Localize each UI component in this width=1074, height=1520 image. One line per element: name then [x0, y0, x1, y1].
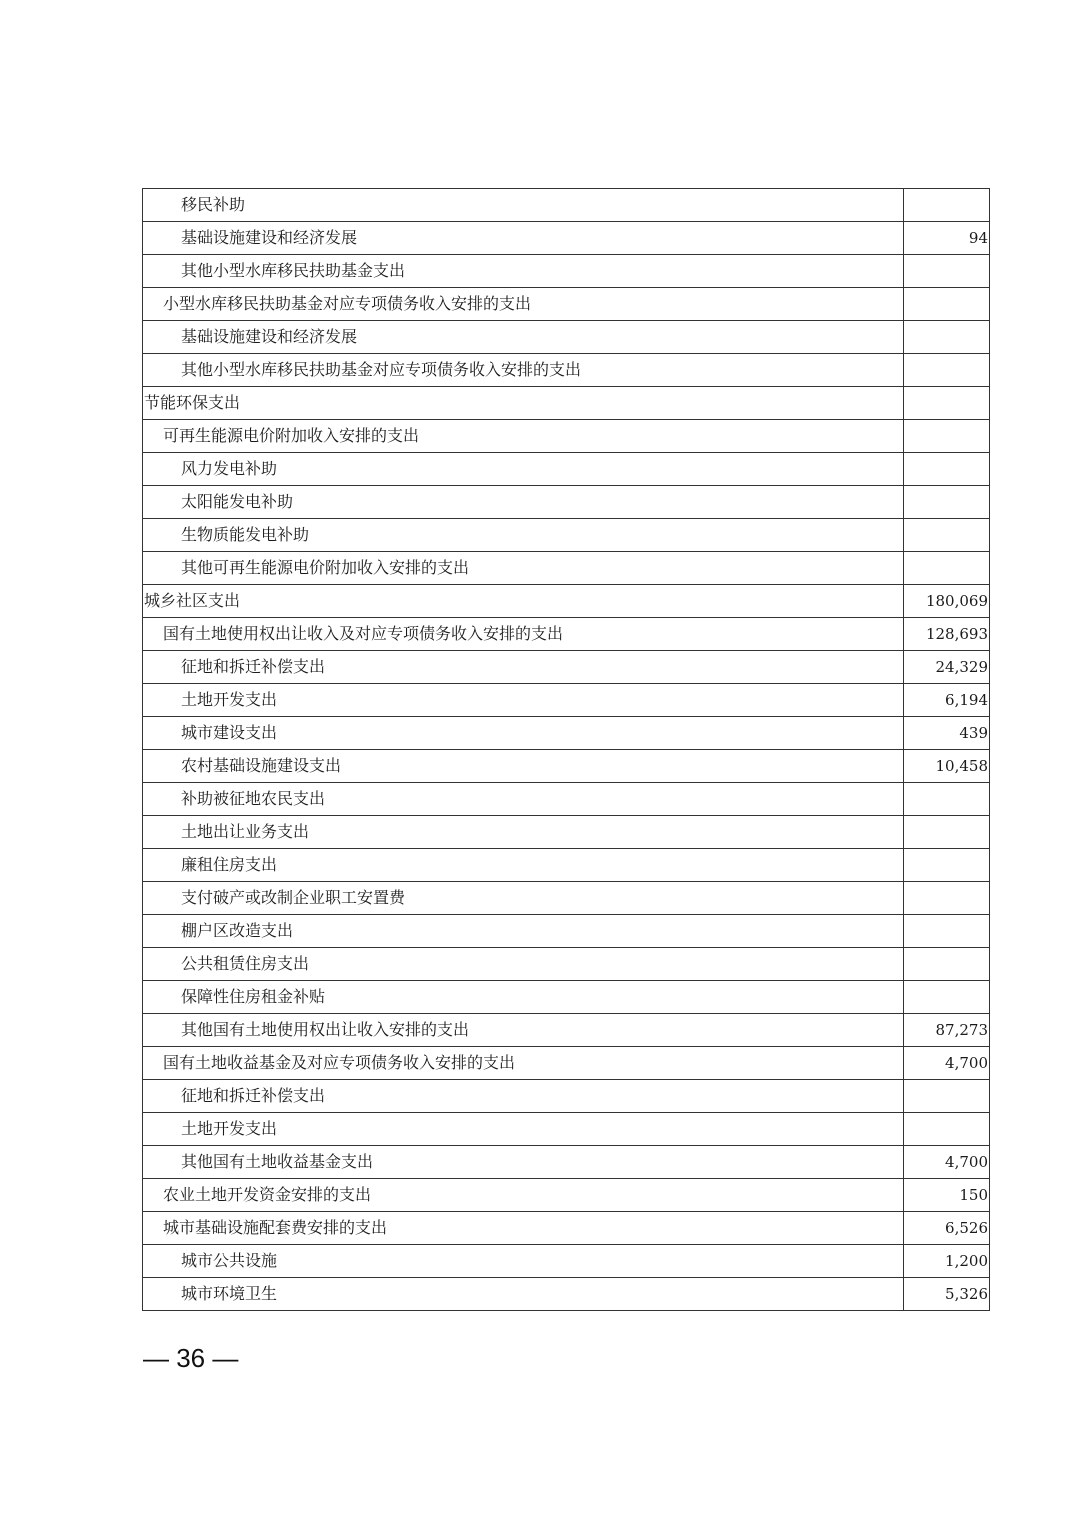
row-item-name: 移民补助	[143, 189, 904, 222]
row-item-name: 城市公共设施	[143, 1245, 904, 1278]
table-row	[143, 1014, 990, 1047]
row-item-amount: 4,700	[904, 1047, 990, 1080]
row-item-amount	[904, 288, 990, 321]
row-item-name: 基础设施建设和经济发展	[143, 222, 904, 255]
table-row	[143, 585, 990, 618]
table-row	[143, 1278, 990, 1311]
table-row	[143, 1080, 990, 1113]
table-row	[143, 915, 990, 948]
row-item-amount: 24,329	[904, 651, 990, 684]
row-item-amount	[904, 387, 990, 420]
table-row	[143, 420, 990, 453]
row-item-name: 城市环境卫生	[143, 1278, 904, 1311]
row-item-amount: 6,194	[904, 684, 990, 717]
row-item-amount	[904, 255, 990, 288]
row-item-amount	[904, 981, 990, 1014]
table-row	[143, 1212, 990, 1245]
row-item-name: 棚户区改造支出	[143, 915, 904, 948]
row-item-name: 可再生能源电价附加收入安排的支出	[143, 420, 904, 453]
row-item-name: 太阳能发电补助	[143, 486, 904, 519]
row-item-amount: 439	[904, 717, 990, 750]
row-item-amount	[904, 486, 990, 519]
row-item-name: 公共租赁住房支出	[143, 948, 904, 981]
row-item-name: 土地开发支出	[143, 684, 904, 717]
table-row	[143, 255, 990, 288]
row-item-name: 基础设施建设和经济发展	[143, 321, 904, 354]
row-item-amount	[904, 948, 990, 981]
table-row	[143, 288, 990, 321]
table-row	[143, 750, 990, 783]
row-item-amount: 6,526	[904, 1212, 990, 1245]
page-number: — 36 —	[143, 1343, 239, 1373]
row-item-name: 国有土地收益基金及对应专项债务收入安排的支出	[143, 1047, 904, 1080]
row-item-amount: 4,700	[904, 1146, 990, 1179]
table-row	[143, 519, 990, 552]
row-item-name: 其他小型水库移民扶助基金对应专项债务收入安排的支出	[143, 354, 904, 387]
table-row	[143, 684, 990, 717]
row-item-amount: 128,693	[904, 618, 990, 651]
row-item-name: 城市建设支出	[143, 717, 904, 750]
row-item-amount	[904, 882, 990, 915]
row-item-name: 城市基础设施配套费安排的支出	[143, 1212, 904, 1245]
table-row	[143, 1113, 990, 1146]
row-item-name: 风力发电补助	[143, 453, 904, 486]
table-row	[143, 849, 990, 882]
row-item-name: 支付破产或改制企业职工安置费	[143, 882, 904, 915]
row-item-amount	[904, 1080, 990, 1113]
row-item-name: 国有土地使用权出让收入及对应专项债务收入安排的支出	[143, 618, 904, 651]
row-item-amount	[904, 552, 990, 585]
budget-expenditure-table	[142, 188, 990, 1311]
row-item-amount	[904, 783, 990, 816]
table-row	[143, 717, 990, 750]
row-item-amount: 150	[904, 1179, 990, 1212]
row-item-name: 补助被征地农民支出	[143, 783, 904, 816]
row-item-amount: 94	[904, 222, 990, 255]
table-row	[143, 1047, 990, 1080]
table-row	[143, 1179, 990, 1212]
row-item-amount: 1,200	[904, 1245, 990, 1278]
row-item-amount	[904, 354, 990, 387]
table-row	[143, 783, 990, 816]
row-item-amount	[904, 453, 990, 486]
row-item-amount	[904, 1113, 990, 1146]
row-item-name: 廉租住房支出	[143, 849, 904, 882]
row-item-name: 其他小型水库移民扶助基金支出	[143, 255, 904, 288]
table-row	[143, 1245, 990, 1278]
row-item-name: 保障性住房租金补贴	[143, 981, 904, 1014]
table-row	[143, 552, 990, 585]
row-item-name: 生物质能发电补助	[143, 519, 904, 552]
row-item-name: 小型水库移民扶助基金对应专项债务收入安排的支出	[143, 288, 904, 321]
table-row	[143, 387, 990, 420]
table-row	[143, 321, 990, 354]
table-row	[143, 486, 990, 519]
row-item-amount	[904, 915, 990, 948]
row-item-name: 农业土地开发资金安排的支出	[143, 1179, 904, 1212]
row-item-name: 土地开发支出	[143, 1113, 904, 1146]
table-row	[143, 453, 990, 486]
table-row	[143, 1146, 990, 1179]
row-item-name: 节能环保支出	[143, 387, 904, 420]
row-item-name: 征地和拆迁补偿支出	[143, 651, 904, 684]
table-body	[143, 189, 990, 1311]
row-item-amount	[904, 189, 990, 222]
row-item-name: 其他国有土地使用权出让收入安排的支出	[143, 1014, 904, 1047]
row-item-name: 土地出让业务支出	[143, 816, 904, 849]
table-row	[143, 948, 990, 981]
row-item-amount	[904, 519, 990, 552]
row-item-amount: 10,458	[904, 750, 990, 783]
row-item-name: 城乡社区支出	[143, 585, 904, 618]
table-row	[143, 981, 990, 1014]
table-row	[143, 189, 990, 222]
row-item-amount: 180,069	[904, 585, 990, 618]
table-row	[143, 222, 990, 255]
table-row	[143, 618, 990, 651]
row-item-name: 农村基础设施建设支出	[143, 750, 904, 783]
table-row	[143, 354, 990, 387]
row-item-name: 其他可再生能源电价附加收入安排的支出	[143, 552, 904, 585]
table-row	[143, 816, 990, 849]
table-row	[143, 882, 990, 915]
table-row	[143, 651, 990, 684]
row-item-name: 征地和拆迁补偿支出	[143, 1080, 904, 1113]
row-item-amount: 5,326	[904, 1278, 990, 1311]
row-item-name: 其他国有土地收益基金支出	[143, 1146, 904, 1179]
row-item-amount	[904, 849, 990, 882]
row-item-amount	[904, 420, 990, 453]
row-item-amount	[904, 816, 990, 849]
row-item-amount	[904, 321, 990, 354]
row-item-amount: 87,273	[904, 1014, 990, 1047]
